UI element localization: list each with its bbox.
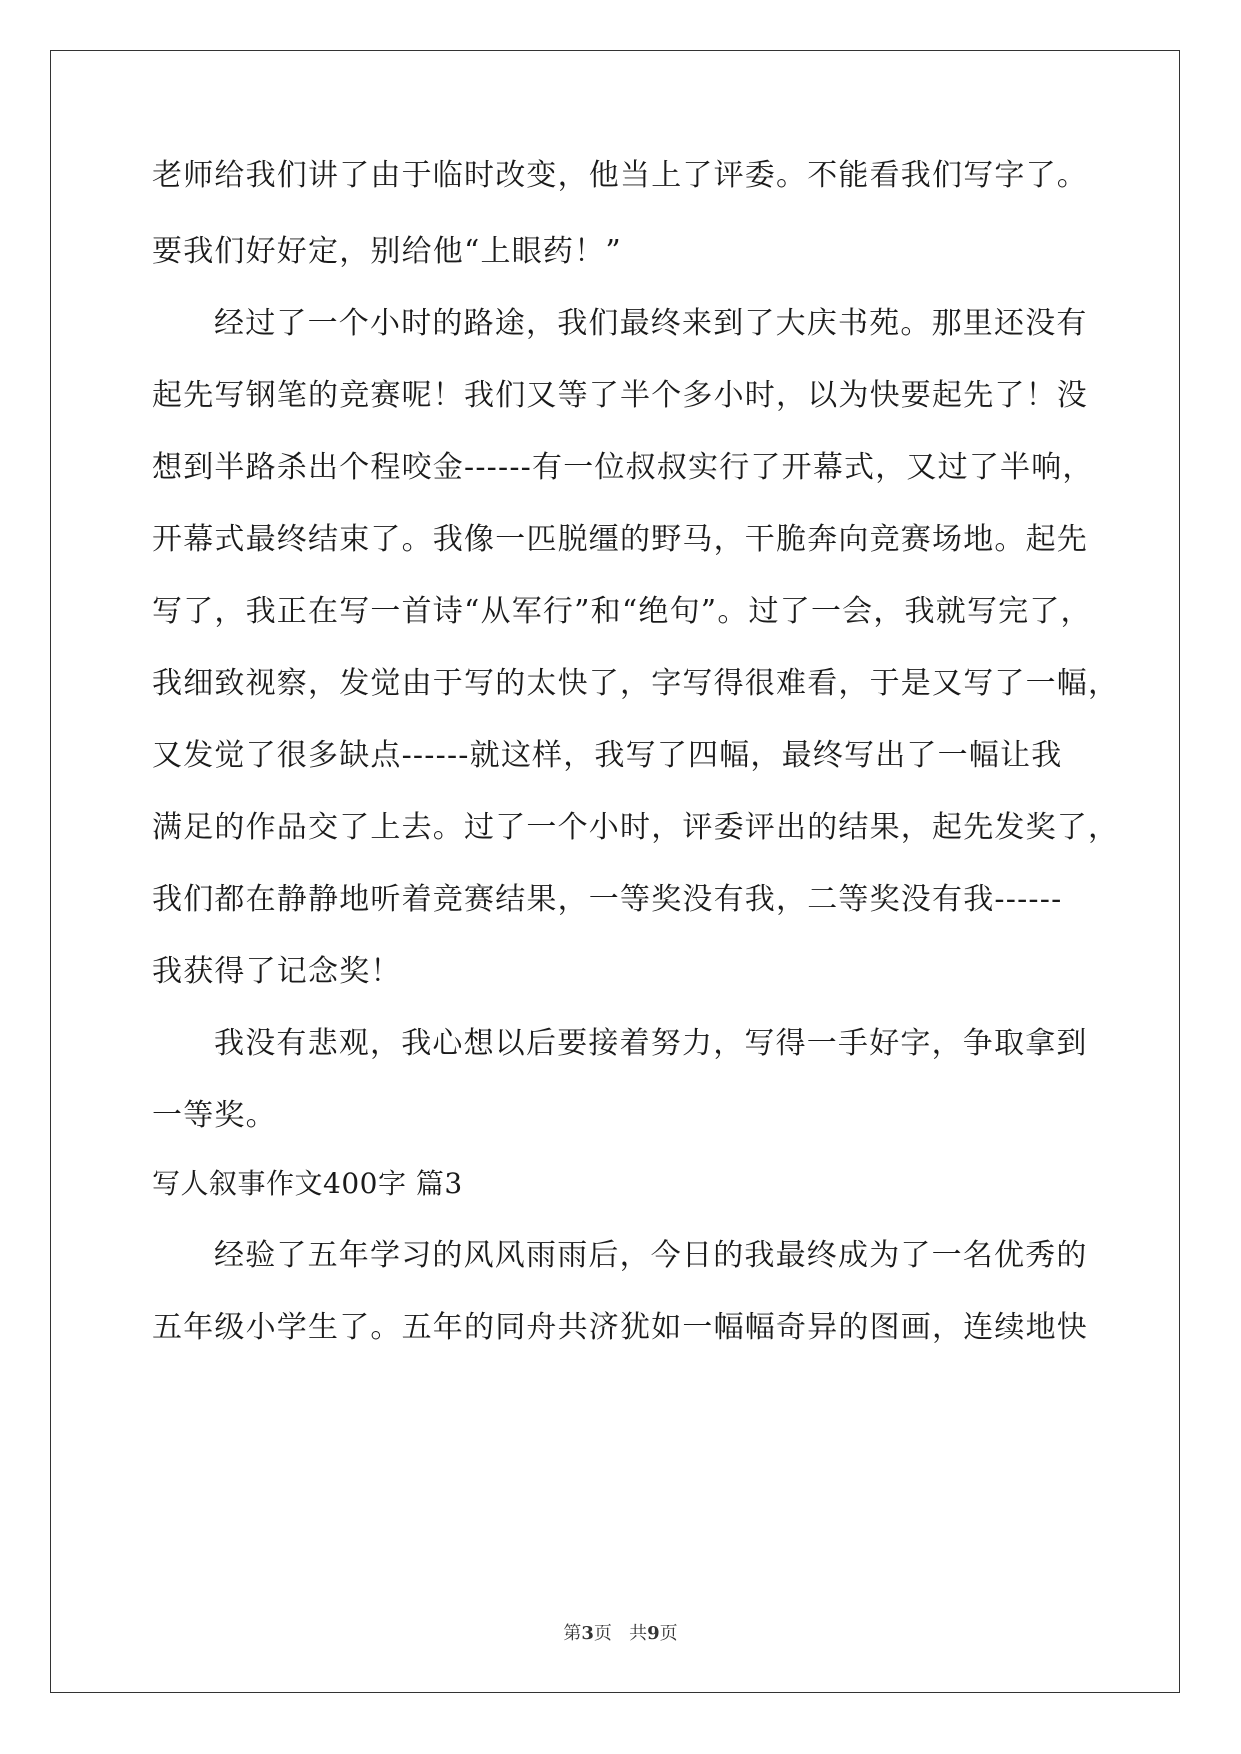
text-line: 一等奖。 — [152, 1098, 277, 1133]
text-line: 我们都在静静地听着竞赛结果，一等奖没有我，二等奖没有我------ — [152, 882, 1063, 917]
text-line: 又发觉了很多缺点------就这样，我写了四幅，最终写出了一幅让我 — [152, 738, 1063, 773]
page-footer — [0, 1622, 1241, 1646]
page-border — [50, 50, 1180, 1693]
section-heading: 写人叙事作文400字 篇3 — [152, 1167, 463, 1200]
paragraph-start-line: 我没有悲观，我心想以后要接着努力，写得一手好字，争取拿到 — [214, 1026, 1088, 1061]
text-line: 要我们好好定，别给他“上眼药！” — [152, 234, 622, 269]
paragraph-start-line: 经过了一个小时的路途，我们最终来到了大庆书苑。那里还没有 — [214, 306, 1088, 341]
text-line: 五年级小学生了。五年的同舟共济犹如一幅幅奇异的图画，连续地快 — [152, 1310, 1088, 1345]
text-line: 我细致视察，发觉由于写的太快了，字写得很难看，于是又写了一幅， — [152, 666, 1120, 701]
text-line: 我获得了记念奖！ — [152, 954, 402, 989]
text-line: 满足的作品交了上去。过了一个小时，评委评出的结果，起先发奖了， — [152, 810, 1120, 845]
text-line: 老师给我们讲了由于临时改变，他当上了评委。不能看我们写字了。 — [152, 158, 1088, 193]
page-prefix: 第 — [563, 1623, 582, 1644]
paragraph-start-line: 经验了五年学习的风风雨雨后，今日的我最终成为了一名优秀的 — [214, 1238, 1088, 1273]
total-page-count: 9 — [647, 1623, 660, 1644]
text-line: 起先写钢笔的竞赛呢！我们又等了半个多小时，以为快要起先了！没 — [152, 378, 1088, 413]
text-line: 写了，我正在写一首诗“从军行”和“绝句”。过了一会，我就写完了， — [152, 594, 1092, 629]
total-suffix: 页 — [659, 1623, 678, 1644]
text-line: 想到半路杀出个程咬金------有一位叔叔实行了开幕式，又过了半响， — [152, 450, 1094, 485]
text-line: 开幕式最终结束了。我像一匹脱缰的野马，干脆奔向竞赛场地。起先 — [152, 522, 1088, 557]
page-suffix: 页 — [593, 1623, 612, 1644]
total-prefix: 共 — [629, 1623, 648, 1644]
current-page-number: 3 — [581, 1623, 594, 1644]
